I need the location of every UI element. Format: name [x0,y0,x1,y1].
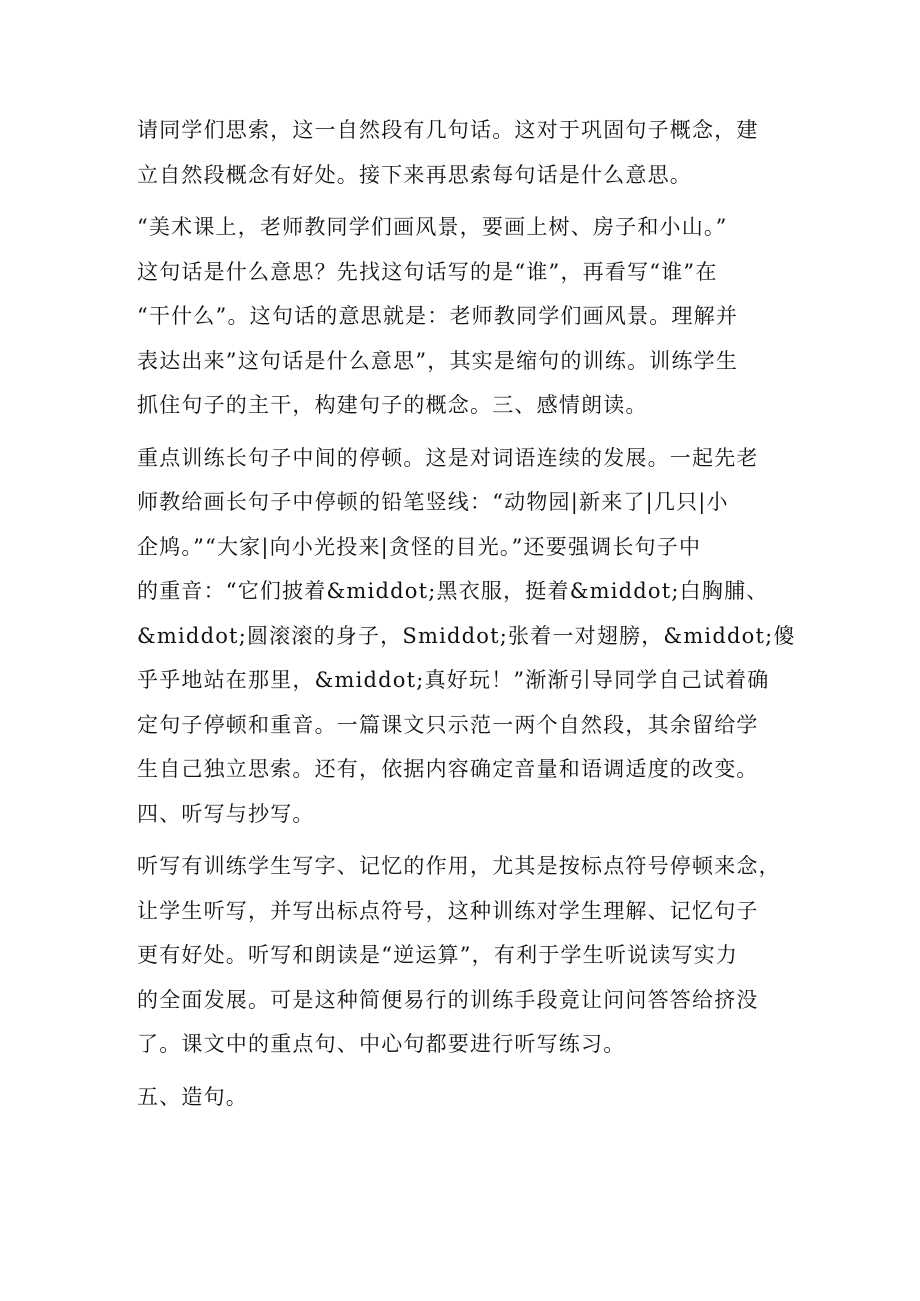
text-line: 四、听写与抄写。 [137,801,315,826]
text-line: 请同学们思索，这一自然段有几句话。这对于巩固句子概念，建 [137,118,759,142]
text-line: 了。课文中的重点句、中心句都要进行听写练习。 [137,1032,626,1056]
paragraph-3 [137,436,796,837]
text-line: 乎乎地站在那里，&middot;真好玩！”渐渐引导同学自己试着确 [137,668,770,692]
paragraph-1 [137,108,787,197]
text-line: 立自然段概念有好处。接下来再思索每句话是什么意思。 [137,162,692,187]
text-line: &middot;圆滚滚的身子，Smiddot;张着一对翅膀，&middot;傻 [137,623,796,648]
text-line: 表达出来”这句话是什么意思”，其实是缩句的训练。训练学生 [137,348,739,373]
text-line: 让学生听写，并写出标点符号，这种训练对学生理解、记忆句子 [137,898,759,923]
text-line: 定句子停顿和重音。一篇课文只示范一两个自然段，其余留给学 [137,712,759,737]
text-line: 更有好处。听写和朗读是“逆运算”，有利于学生听说读写实力 [137,943,739,967]
text-line: 抓住句子的主干，构建句子的概念。三、感情朗读。 [137,393,648,417]
text-line: 企鸠。”“大家|向小光投来|贪怪的目光。”还要强调长句子中 [137,534,702,559]
text-line: 的重音：“它们披着&middot;黑衣服，挺着&middot;白胸脯、 [137,579,769,603]
document-body [137,108,796,1119]
text-line: 重点训练长句子中间的停顿。这是对词语连续的发展。一起先老 [137,445,759,470]
paragraph-5 [137,1075,787,1120]
paragraph-2 [137,205,787,428]
text-line: 听写有训练学生写字、记忆的作用，尤其是按标点符号停顿来念， [137,854,781,878]
text-line: 这句话是什么意思？先找这句话写的是“谁”，再看写“谁”在 [137,259,718,284]
text-line: “干什么”。这句话的意思就是：老师教同学们画风景。理解并 [137,304,739,328]
text-line: 师教给画长句子中停顿的铅笔竖线：“动物园|新来了|几只|小 [137,490,729,514]
text-line: 的全面发展。可是这种简便易行的训练手段竟让问问答答给挤没 [137,987,759,1012]
paragraph-4 [137,844,787,1067]
text-line: 五、造句。 [137,1084,248,1109]
text-line: 生自己独立思索。还有，依据内容确定音量和语调适度的改变。 [137,757,759,781]
text-line: “美术课上，老师教同学们画风景，要画上树、房子和小山。” [137,215,728,239]
